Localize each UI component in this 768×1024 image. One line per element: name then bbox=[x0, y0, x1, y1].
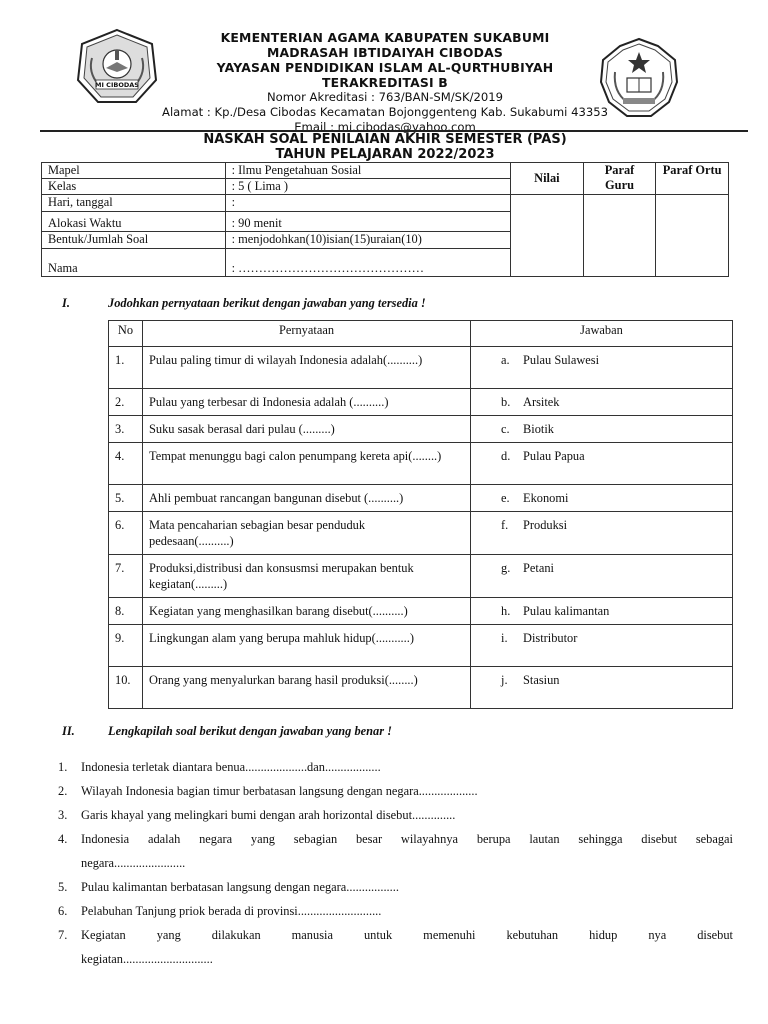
row-number: 8. bbox=[109, 598, 143, 625]
info-label: Bentuk/Jumlah Soal bbox=[42, 232, 226, 249]
list-item bbox=[58, 755, 733, 779]
statement: Lingkungan alam yang berupa mahluk hidup(...........) bbox=[143, 625, 471, 667]
col-jawaban-header: Jawaban bbox=[471, 321, 733, 347]
ministry-logo bbox=[597, 36, 681, 122]
row-number: 6. bbox=[109, 512, 143, 555]
item-text: Wilayah Indonesia bagian timur berbatasan langsung dengan negara................... bbox=[81, 784, 478, 798]
item-text: Kegiatan yang dilakukan manusia untuk memenuhi kebutuhan hidup nya disebut bbox=[81, 928, 733, 942]
statement: Suku sasak berasal dari pulau (.........) bbox=[143, 416, 471, 443]
svg-text:MI CIBODAS: MI CIBODAS bbox=[95, 81, 139, 89]
answer-text: Pulau kalimantan bbox=[523, 604, 610, 618]
answer bbox=[471, 416, 733, 443]
paraf-guru-header: Paraf Guru bbox=[583, 163, 656, 195]
list-item bbox=[58, 803, 733, 827]
item-number: 4. bbox=[58, 832, 68, 846]
matching-table bbox=[108, 320, 733, 709]
email-line: Email : mi.cibodas@yahoo.com bbox=[294, 120, 476, 134]
table-row bbox=[109, 347, 733, 389]
item-number: 7. bbox=[58, 928, 68, 942]
list-item bbox=[58, 779, 733, 803]
info-value: : 5 ( Lima ) bbox=[225, 179, 510, 195]
answer-letter: f. bbox=[501, 518, 509, 532]
table-row bbox=[109, 598, 733, 625]
item-text: Pelabuhan Tanjung priok berada di provinsi........................... bbox=[81, 904, 382, 918]
answer-text: Petani bbox=[523, 561, 554, 575]
nilai-header: Nilai bbox=[511, 163, 584, 195]
table-row bbox=[109, 625, 733, 667]
answer-text: Produksi bbox=[523, 518, 568, 532]
answer-text: Distributor bbox=[523, 631, 578, 645]
section-number: I. bbox=[62, 296, 70, 310]
table-row bbox=[109, 389, 733, 416]
answer-letter: j. bbox=[501, 673, 508, 687]
info-label: Nama bbox=[42, 249, 226, 277]
fill-in-list bbox=[58, 755, 733, 971]
letterhead bbox=[0, 28, 768, 134]
row-number: 5. bbox=[109, 485, 143, 512]
paraf-ortu-header: Paraf Ortu bbox=[656, 163, 729, 195]
statement: Tempat menunggu bagi calon penumpang kereta api(........) bbox=[143, 443, 471, 485]
academic-year: TAHUN PELAJARAN 2022/2023 bbox=[275, 147, 495, 162]
answer-letter: h. bbox=[501, 604, 511, 618]
info-label: Alokasi Waktu bbox=[42, 212, 226, 232]
table-row bbox=[109, 416, 733, 443]
section-number: II. bbox=[62, 724, 75, 738]
table-row bbox=[109, 555, 733, 598]
ministry-line: KEMENTERIAN AGAMA KABUPATEN SUKABUMI bbox=[220, 30, 550, 45]
statement: Kegiatan yang menghasilkan barang disebut(..........) bbox=[143, 598, 471, 625]
student-info-table bbox=[41, 162, 729, 277]
answer-text: Biotik bbox=[523, 422, 554, 436]
paraf-ortu-cell bbox=[656, 195, 729, 277]
table-row bbox=[109, 512, 733, 555]
info-label: Kelas bbox=[42, 179, 226, 195]
item-number: 5. bbox=[58, 880, 68, 894]
answer bbox=[471, 485, 733, 512]
col-no-header: No bbox=[109, 321, 143, 347]
info-value: : bbox=[225, 195, 510, 212]
statement: Pulau paling timur di wilayah Indonesia adalah(..........) bbox=[143, 347, 471, 389]
info-value: : Ilmu Pengetahuan Sosial bbox=[225, 163, 510, 179]
answer bbox=[471, 625, 733, 667]
table-row bbox=[109, 667, 733, 709]
answer-text: Ekonomi bbox=[523, 491, 569, 505]
answer-letter: e. bbox=[501, 491, 510, 505]
row-number: 4. bbox=[109, 443, 143, 485]
row-number: 10. bbox=[109, 667, 143, 709]
list-item bbox=[58, 875, 733, 899]
exam-title: NASKAH SOAL PENILAIAN AKHIR SEMESTER (PAS) bbox=[203, 132, 567, 147]
statement: Pulau yang terbesar di Indonesia adalah (..........) bbox=[143, 389, 471, 416]
answer-letter: b. bbox=[501, 395, 511, 409]
item-text: Garis khayal yang melingkari bumi dengan arah horizontal disebut.............. bbox=[81, 808, 456, 822]
answer-letter: a. bbox=[501, 353, 510, 367]
statement: Produksi,distribusi dan konsusmsi merupakan bentuk kegiatan(.........) bbox=[143, 555, 471, 598]
answer-letter: g. bbox=[501, 561, 511, 575]
info-label: Hari, tanggal bbox=[42, 195, 226, 212]
school-name: MADRASAH IBTIDAIYAH CIBODAS bbox=[266, 45, 504, 60]
paraf-guru-cell bbox=[583, 195, 656, 277]
answer-letter: i. bbox=[501, 631, 508, 645]
table-row bbox=[109, 443, 733, 485]
statement: Ahli pembuat rancangan bangunan disebut (..........) bbox=[143, 485, 471, 512]
answer-letter: d. bbox=[501, 449, 511, 463]
row-number: 1. bbox=[109, 347, 143, 389]
row-number: 2. bbox=[109, 389, 143, 416]
answer-text: Stasiun bbox=[523, 673, 560, 687]
answer bbox=[471, 389, 733, 416]
name-field[interactable]: : ……………………………………… bbox=[225, 249, 510, 277]
col-pernyataan-header: Pernyataan bbox=[143, 321, 471, 347]
item-number: 1. bbox=[58, 760, 68, 774]
answer-text: Arsitek bbox=[523, 395, 560, 409]
item-number: 3. bbox=[58, 808, 68, 822]
list-item bbox=[58, 923, 733, 971]
answer bbox=[471, 443, 733, 485]
table-row bbox=[109, 485, 733, 512]
foundation-name: YAYASAN PENDIDIKAN ISLAM AL-QURTHUBIYAH bbox=[216, 60, 554, 75]
answer-text: Pulau Papua bbox=[523, 449, 585, 463]
accreditation-number: Nomor Akreditasi : 763/BAN-SM/SK/2019 bbox=[266, 90, 504, 104]
answer bbox=[471, 555, 733, 598]
list-item bbox=[58, 899, 733, 923]
item-number: 2. bbox=[58, 784, 68, 798]
item-text: Pulau kalimantan berbatasan langsung dengan negara................. bbox=[81, 880, 399, 894]
item-text-continued: kegiatan............................. bbox=[81, 952, 213, 966]
section-instruction: Lengkapilah soal berikut dengan jawaban yang benar ! bbox=[108, 724, 392, 738]
address-line: Alamat : Kp./Desa Cibodas Kecamatan Bojonggenteng Kab. Sukabumi 43353 bbox=[162, 105, 608, 119]
statement: Orang yang menyalurkan barang hasil produksi(........) bbox=[143, 667, 471, 709]
statement: Mata pencaharian sebagian besar penduduk pedesaan(..........) bbox=[143, 512, 471, 555]
answer-letter: c. bbox=[501, 422, 510, 436]
item-text-continued: negara....................... bbox=[81, 856, 186, 870]
section-instruction: Jodohkan pernyataan berikut dengan jawaban yang tersedia ! bbox=[108, 296, 426, 310]
row-number: 7. bbox=[109, 555, 143, 598]
answer bbox=[471, 667, 733, 709]
info-value: : menjodohkan(10)isian(15)uraian(10) bbox=[225, 232, 510, 249]
row-number: 9. bbox=[109, 625, 143, 667]
accreditation-line: TERAKREDITASI B bbox=[322, 75, 448, 90]
answer bbox=[471, 512, 733, 555]
item-text: Indonesia terletak diantara benua....................dan.................. bbox=[81, 760, 381, 774]
answer bbox=[471, 598, 733, 625]
info-value: : 90 menit bbox=[225, 212, 510, 232]
nilai-cell bbox=[511, 195, 584, 277]
row-number: 3. bbox=[109, 416, 143, 443]
item-number: 6. bbox=[58, 904, 68, 918]
item-text: Indonesia adalah negara yang sebagian besar wilayahnya berupa lautan sehingga disebut sebagai bbox=[81, 832, 733, 846]
info-label: Mapel bbox=[42, 163, 226, 179]
list-item bbox=[58, 827, 733, 875]
answer bbox=[471, 347, 733, 389]
answer-text: Pulau Sulawesi bbox=[523, 353, 600, 367]
